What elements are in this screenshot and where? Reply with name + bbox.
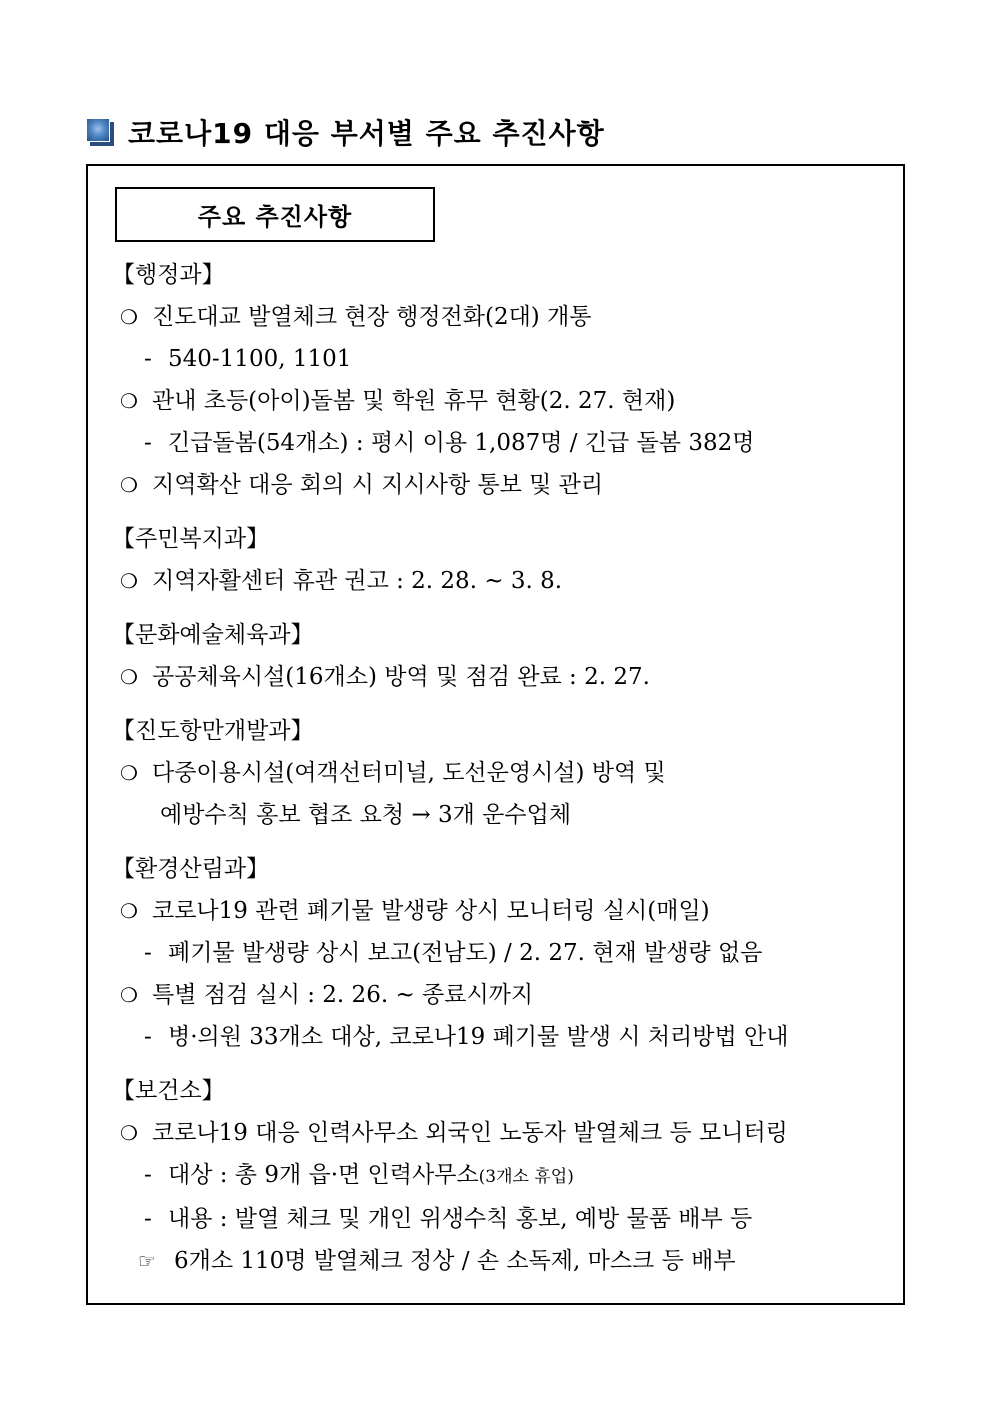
circle-bullet-icon: ❍ xyxy=(120,569,138,593)
circle-bullet-icon: ❍ xyxy=(120,761,138,785)
content-body xyxy=(112,254,902,1294)
dash-icon: - xyxy=(144,1162,152,1188)
list-item-continuation: 예방수칙 홍보 협조 요청 → 3개 운수업체 xyxy=(160,802,572,828)
dash-icon: - xyxy=(144,1024,152,1050)
circle-bullet-icon: ❍ xyxy=(120,389,138,413)
list-item: ❍ 코로나19 대응 인력사무소 외국인 노동자 발열체크 등 모니터링 xyxy=(112,1112,902,1154)
section-heading: 【문화예술체육과】 xyxy=(112,622,314,648)
circle-bullet-icon: ❍ xyxy=(120,899,138,923)
box-heading: 주요 추진사항 xyxy=(115,187,435,242)
list-item: ❍ 공공체육시설(16개소) 방역 및 점검 완료 : 2. 27. xyxy=(112,656,902,698)
section-heading: 【보건소】 xyxy=(112,1078,225,1104)
page-title-text: 코로나19 대응 부서별 주요 추진사항 xyxy=(128,117,605,150)
list-item: ❍ 진도대교 발열체크 현장 행정전화(2대) 개통 xyxy=(112,296,902,338)
section-port-development xyxy=(112,710,902,836)
sub-item: - 병·의원 33개소 대상, 코로나19 폐기물 발생 시 처리방법 안내 xyxy=(112,1016,902,1058)
list-item: ❍ 다중이용시설(여객선터미널, 도선운영시설) 방역 및 xyxy=(112,752,902,794)
dash-icon: - xyxy=(144,430,152,456)
sub-item: - 긴급돌봄(54개소) : 평시 이용 1,087명 / 긴급 돌봄 382명 xyxy=(112,422,902,464)
list-item: ❍ 지역확산 대응 회의 시 지시사항 통보 및 관리 xyxy=(112,464,902,506)
note-item: ☞ 6개소 110명 발열체크 정상 / 손 소독제, 마스크 등 배부 xyxy=(112,1240,902,1282)
section-administration xyxy=(112,254,902,506)
circle-bullet-icon: ❍ xyxy=(120,665,138,689)
dash-icon: - xyxy=(144,1206,152,1232)
sub-item: - 내용 : 발열 체크 및 개인 위생수칙 홍보, 예방 물품 배부 등 xyxy=(112,1198,902,1240)
list-item: ❍ 관내 초등(아이)돌봄 및 학원 휴무 현황(2. 27. 현재) xyxy=(112,380,902,422)
section-heading: 【주민복지과】 xyxy=(112,526,270,552)
list-item: ❍ 특별 점검 실시 : 2. 26. ~ 종료시까지 xyxy=(112,974,902,1016)
sub-item: - 540-1100, 1101 xyxy=(112,338,902,380)
section-culture-sports xyxy=(112,614,902,698)
section-health-center xyxy=(112,1070,902,1282)
list-item: ❍ 코로나19 관련 폐기물 발생량 상시 모니터링 실시(매일) xyxy=(112,890,902,932)
circle-bullet-icon: ❍ xyxy=(120,473,138,497)
section-heading: 【진도항만개발과】 xyxy=(112,718,314,744)
sub-item: - 대상 : 총 9개 읍·면 인력사무소(3개소 휴업) xyxy=(112,1154,902,1198)
page-title xyxy=(86,112,605,152)
section-heading: 【행정과】 xyxy=(112,262,225,288)
circle-bullet-icon: ❍ xyxy=(120,305,138,329)
section-heading: 【환경산림과】 xyxy=(112,856,270,882)
pointing-hand-icon: ☞ xyxy=(138,1249,156,1273)
circle-bullet-icon: ❍ xyxy=(120,1121,138,1145)
section-environment-forestry xyxy=(112,848,902,1058)
dash-icon: - xyxy=(144,940,152,966)
list-item: ❍ 지역자활센터 휴관 권고 : 2. 28. ~ 3. 8. xyxy=(112,560,902,602)
section-welfare xyxy=(112,518,902,602)
square-bullet-icon xyxy=(86,118,114,146)
circle-bullet-icon: ❍ xyxy=(120,983,138,1007)
dash-icon: - xyxy=(144,346,152,372)
sub-item: - 폐기물 발생량 상시 보고(전남도) / 2. 27. 현재 발생량 없음 xyxy=(112,932,902,974)
content-box xyxy=(86,164,905,1305)
